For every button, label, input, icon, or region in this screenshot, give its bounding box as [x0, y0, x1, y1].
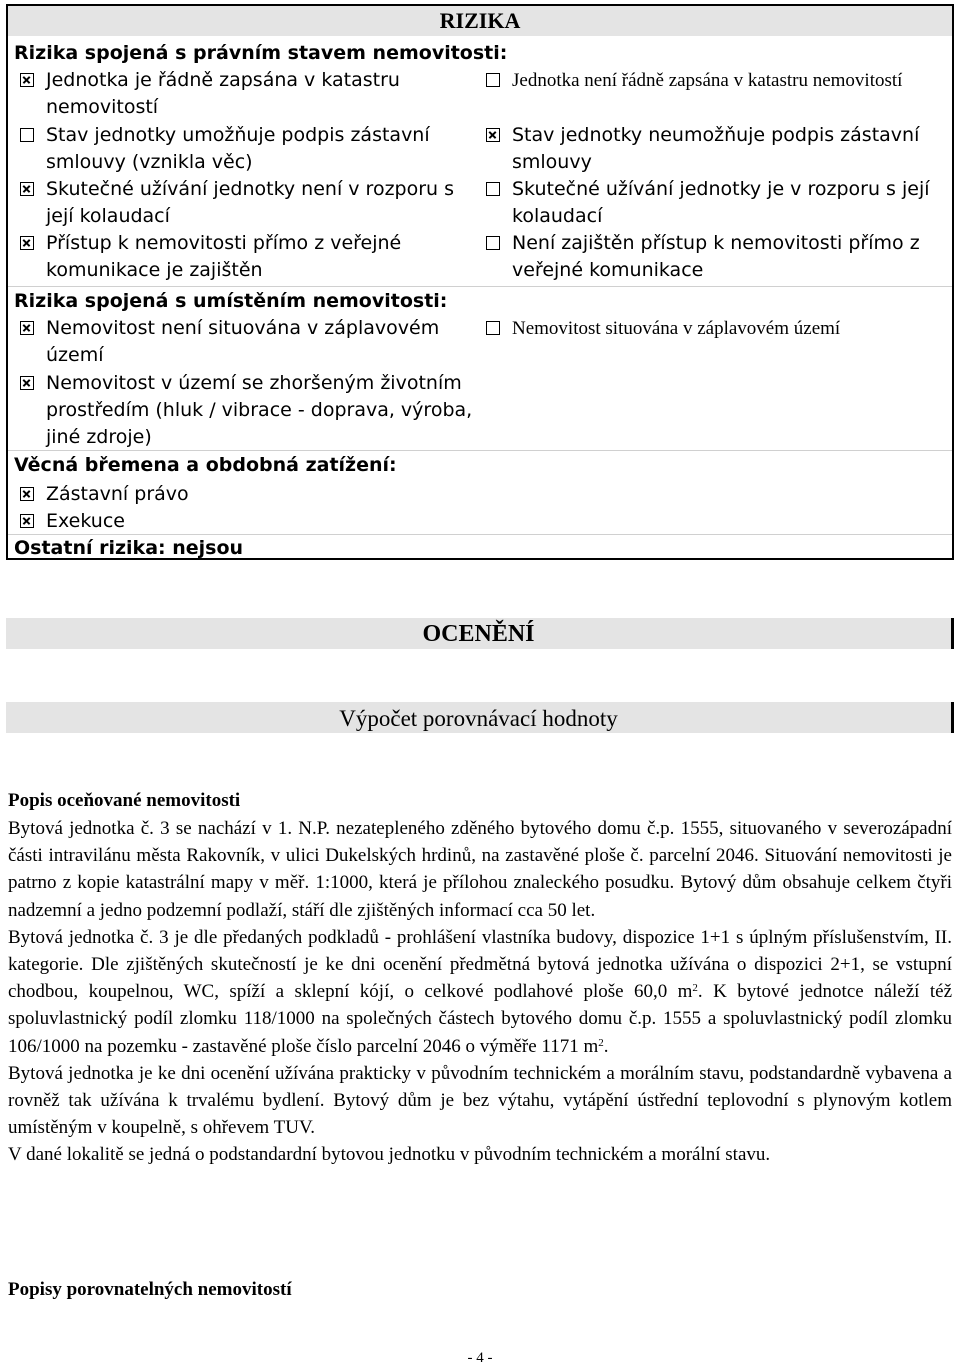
- checkbox-checked-icon: [20, 376, 34, 390]
- rizika-table: [6, 4, 954, 560]
- location-item-1: Nemovitost není situována v záplavovém území: [20, 315, 475, 369]
- popis-paragraph-1: Bytová jednotka č. 3 se nachází v 1. N.P. nezatepleného zděného bytového domu č.p. 1555, situovaného v severozápadní části intravilánu města Rakovník, v ulici Dukelských hrdinů, na zastavěné ploše č. parcelní 2046. Situování nemovitosti je patrno z kopie katastrální mapy v měř. 1:1000, která je přílohou znaleckého posudku. Bytový dům obsahuje celkem čtyři nadzemní a jedno podzemní podlaží, stáří dle zjištěných informací cca 50 let.: [8, 818, 952, 921]
- page-number: - 4 -: [467, 1350, 493, 1366]
- legal-item-right-1: Jednotka není řádně zapsána v katastru nemovitostí: [486, 67, 948, 94]
- popis-body: [8, 815, 952, 1169]
- checkbox-checked-icon: [486, 128, 500, 142]
- checkbox-checked-icon: [20, 236, 34, 250]
- location-risks-heading: Rizika spojená s umístěním nemovitosti:: [14, 290, 448, 312]
- checkbox-checked-icon: [20, 321, 34, 335]
- legal-item-left-4: Přístup k nemovitosti přímo z veřejné komunikace je zajištěn: [20, 230, 475, 284]
- legal-item-right-4: Není zajištěn přístup k nemovitosti přímo z veřejné komunikace: [486, 230, 948, 284]
- legal-risks-heading: Rizika spojená s právním stavem nemovitosti:: [14, 42, 508, 64]
- popis-heading: Popis oceňované nemovitosti: [8, 790, 241, 811]
- location-item-3: Nemovitost v území se zhoršeným životním prostředím (hluk / vibrace - doprava, výroba, jiné zdroje): [20, 370, 475, 451]
- legal-item-right-3: Skutečné užívání jednotky je v rozporu s její kolaudací: [486, 176, 948, 230]
- vypocet-banner: Výpočet porovnávací hodnoty: [6, 702, 954, 733]
- popis-paragraph-4: V dané lokalitě se jedná o podstandardní bytovou jednotku v původním technickém a morální stavu.: [8, 1144, 771, 1166]
- legal-item-right-2: Stav jednotky neumožňuje podpis zástavní smlouvy: [486, 122, 948, 176]
- other-risks: Ostatní rizika: nejsou: [14, 537, 244, 559]
- checkbox-checked-icon: [20, 487, 34, 501]
- legal-item-left-3: Skutečné užívání jednotky není v rozporu s její kolaudací: [20, 176, 475, 230]
- checkbox-checked-icon: [20, 514, 34, 528]
- section-divider: [8, 286, 952, 287]
- location-item-2: Nemovitost situována v záplavovém území: [486, 315, 948, 342]
- checkbox-empty-icon: [486, 182, 500, 196]
- section-divider: [8, 450, 952, 451]
- legal-item-left-1: Jednotka je řádně zapsána v katastru nemovitostí: [20, 67, 475, 121]
- popis-paragraph-2: Bytová jednotka č. 3 je dle předaných podkladů - prohlášení vlastníka budovy, dispozice 1+1 s úplným příslušenstvím, II. kategorie. Dle zjištěných skutečností je ke dni ocenění předmětná bytová jednotka užívána o dispozici 2+1, se vstupní chodbou, koupelnou, WC, spíží a sklepní kójí, o celkové podlahové ploše 60,0 $m^2$. K bytové jednotce náleží též spoluvlastnický podíl zlomku 118/1000 na společných částech bytového domu č.p. 1555 a spoluvlastnický podíl zlomku 106/1000 na pozemku - zastavěné ploše číslo parcelní 2046 o výměře 1171 $m^2$.: [8, 926, 952, 1057]
- legal-item-left-2: Stav jednotky umožňuje podpis zástavní smlouvy (vznikla věc): [20, 122, 475, 176]
- checkbox-empty-icon: [20, 128, 34, 142]
- checkbox-empty-icon: [486, 321, 500, 335]
- checkbox-empty-icon: [486, 73, 500, 87]
- oceneni-banner: OCENĚNÍ: [6, 618, 954, 649]
- burden-item-2: Exekuce: [20, 508, 475, 535]
- popis-paragraph-3: Bytová jednotka je ke dni ocenění užívána prakticky v původním technickém a morálním stavu, podstandardně vybavena a rovněž tak užívána k trvalému bydlení. Bytový dům je bez výtahu, vytápění ústřední teplovodní s plynovým kotlem umístěným v koupelně, s ohřevem TUV.: [8, 1062, 952, 1139]
- burdens-heading: Věcná břemena a obdobná zatížení:: [14, 454, 397, 476]
- burden-item-1: Zástavní právo: [20, 481, 475, 508]
- checkbox-checked-icon: [20, 182, 34, 196]
- rizika-title: RIZIKA: [8, 6, 952, 36]
- checkbox-checked-icon: [20, 73, 34, 87]
- checkbox-empty-icon: [486, 236, 500, 250]
- porovnani-heading: Popisy porovnatelných nemovitostí: [8, 1279, 292, 1300]
